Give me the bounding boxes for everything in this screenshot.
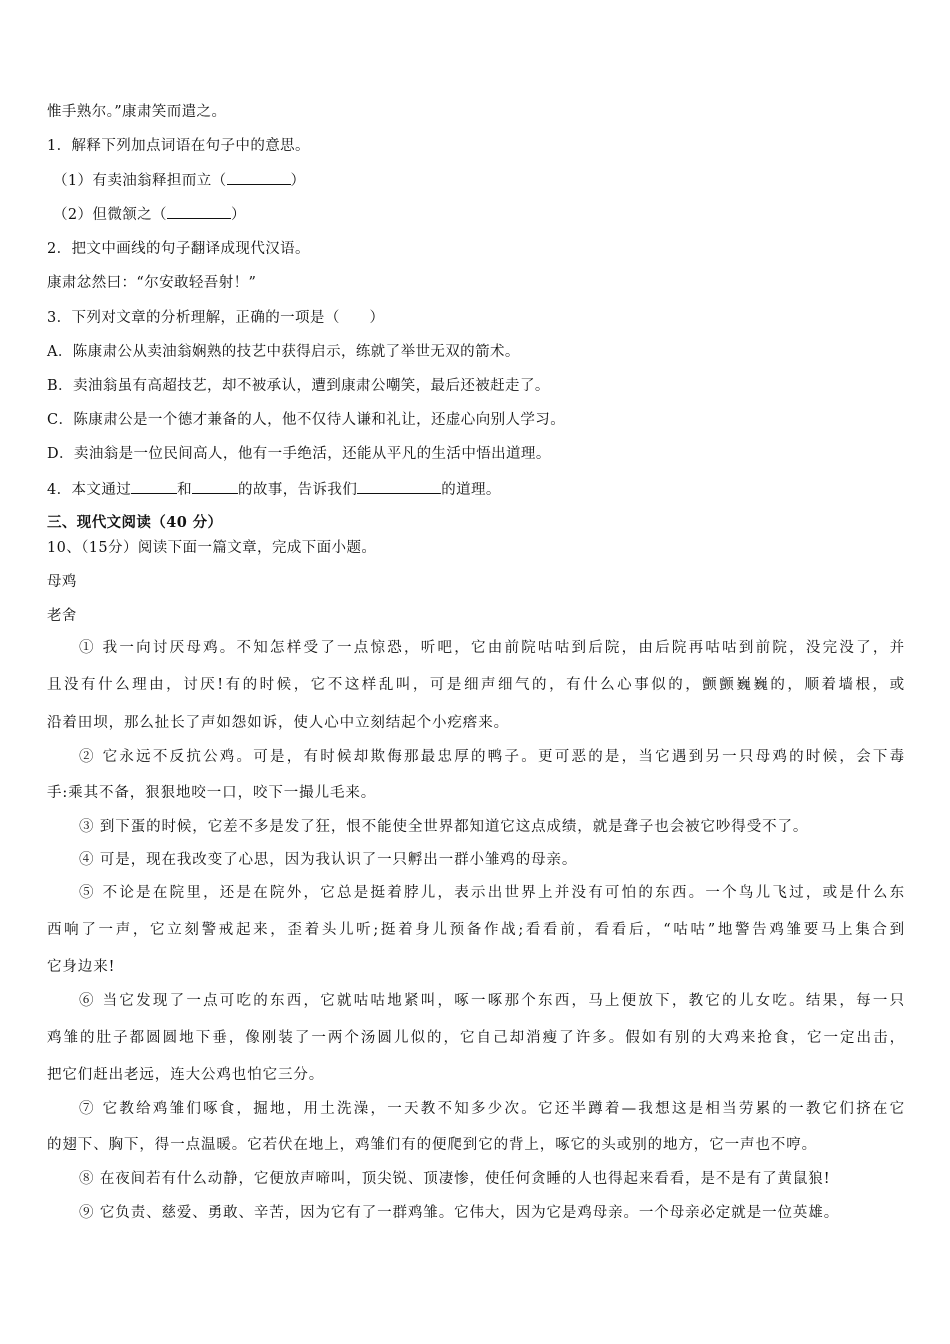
answer-blank [227, 170, 291, 185]
q1-sub1-close: ） [290, 173, 306, 189]
article-title: 母鸡 [47, 574, 77, 590]
paragraph-line: ⑤ 不论是在院里，还是在院外，它总是挺着脖儿，表示出世界上并没有可怕的东西。一个鸟儿飞过，或是什么东 [79, 885, 905, 901]
q3-option-c: C．陈康肃公是一个德才兼备的人，他不仅待人谦和礼让，还虚心向别人学习。 [47, 412, 566, 428]
paragraph-line: 西响了一声，它立刻警戒起来，歪着头儿听;挺着身儿预备作战;看看前，看看后，“咕咕”地警告鸡雏要马上集合到 [47, 922, 905, 938]
q4-part2: 和 [177, 482, 193, 498]
q3-option-b: B．卖油翁虽有高超技艺，却不被承认，遭到康肃公嘲笑，最后还被赶走了。 [47, 378, 550, 394]
q4-part1: 4．本文通过 [47, 482, 132, 498]
q3-option-d: D．卖油翁是一位民间高人，他有一手绝活，还能从平凡的生活中悟出道理。 [47, 446, 551, 462]
answer-blank [192, 479, 238, 494]
answer-blank [167, 204, 231, 219]
section-heading: 三、现代文阅读（40 分） [47, 514, 223, 531]
paragraph-line: ⑦ 它教给鸡雏们啄食，掘地，用土洗澡，一天教不知多少次。它还半蹲着—我想这是相当劳累的一教它们挤在它 [79, 1101, 905, 1117]
q4-part4: 的道理。 [441, 482, 501, 498]
opening-line: 惟手熟尔。”康肃笑而遣之。 [47, 104, 227, 120]
q1-sub2-text: （2）但微颔之（ [53, 207, 167, 223]
q1-stem: 1．解释下列加点词语在句子中的意思。 [47, 138, 310, 154]
paragraph-line: 它身边来! [47, 959, 116, 975]
q3-stem: 3．下列对文章的分析理解，正确的一项是（ ） [47, 310, 385, 326]
q2-stem: 2．把文中画线的句子翻译成现代汉语。 [47, 241, 310, 257]
paragraph-line: ④ 可是，现在我改变了心思，因为我认识了一只孵出一群小雏鸡的母亲。 [79, 852, 578, 868]
q4-line [47, 479, 501, 500]
section-instruction: 10、（15分）阅读下面一篇文章，完成下面小题。 [47, 540, 377, 556]
paragraph-line: 的翅下、胸下，得一点温暖。它若伏在地上，鸡雏们有的便爬到它的背上，啄它的头或别的地方，它一声也不哼。 [47, 1137, 817, 1153]
paragraph-line: ⑧ 在夜间若有什么动静，它便放声啼叫，顶尖锐、顶凄惨，使任何贪睡的人也得起来看看，是不是有了黄鼠狼! [79, 1171, 831, 1187]
answer-blank [131, 479, 177, 494]
paragraph-line: 沿着田坝，那么扯长了声如怨如诉，使人心中立刻结起个小疙瘩来。 [47, 715, 509, 731]
paragraph-line: ② 它永远不反抗公鸡。可是，有时候却欺侮那最忠厚的鸭子。更可恶的是，当它遇到另一只母鸡的时候，会下毒 [79, 749, 905, 765]
paragraph-line: 手:乘其不备，狠狠地咬一口，咬下一撮儿毛来。 [47, 785, 377, 801]
q1-sub2 [53, 204, 246, 225]
paragraph-line: ⑨ 它负责、慈爱、勇敢、辛苦，因为它有了一群鸡雏。它伟大，因为它是鸡母亲。一个母亲必定就是一位英雄。 [79, 1205, 840, 1221]
paragraph-line: 鸡雏的肚子都圆圆地下垂，像刚装了一两个汤圆儿似的，它自己却消瘦了许多。假如有别的大鸡来抢食，它一定出击， [47, 1030, 905, 1046]
q1-sub2-close: ） [230, 207, 246, 223]
answer-blank [357, 479, 441, 494]
q1-sub1 [53, 170, 305, 191]
paragraph-line: 且没有什么理由，讨厌!有的时候，它不这样乱叫，可是细声细气的，有什么心事似的，颤颤巍巍的，顺着墙根，或 [47, 677, 905, 693]
paragraph-line: ③ 到下蛋的时候，它差不多是发了狂，恨不能使全世界都知道它这点成绩，就是聋子也会被它吵得受不了。 [79, 819, 809, 835]
paragraph-line: ① 我一向讨厌母鸡。不知怎样受了一点惊恐，听吧，它由前院咕咕到后院，由后院再咕咕到前院，没完没了，并 [79, 640, 905, 656]
q2-sentence: 康肃忿然曰：“尔安敢轻吾射！” [47, 275, 257, 291]
paragraph-line: 把它们赶出老远，连大公鸡也怕它三分。 [47, 1067, 325, 1083]
article-author: 老舍 [47, 608, 77, 624]
q3-option-a: A．陈康肃公从卖油翁娴熟的技艺中获得启示，练就了举世无双的箭术。 [47, 344, 520, 360]
paragraph-line: ⑥ 当它发现了一点可吃的东西，它就咕咕地紧叫，啄一啄那个东西，马上便放下，教它的儿女吃。结果，每一只 [79, 993, 905, 1009]
q4-part3: 的故事，告诉我们 [238, 482, 358, 498]
q1-sub1-text: （1）有卖油翁释担而立（ [53, 173, 227, 189]
